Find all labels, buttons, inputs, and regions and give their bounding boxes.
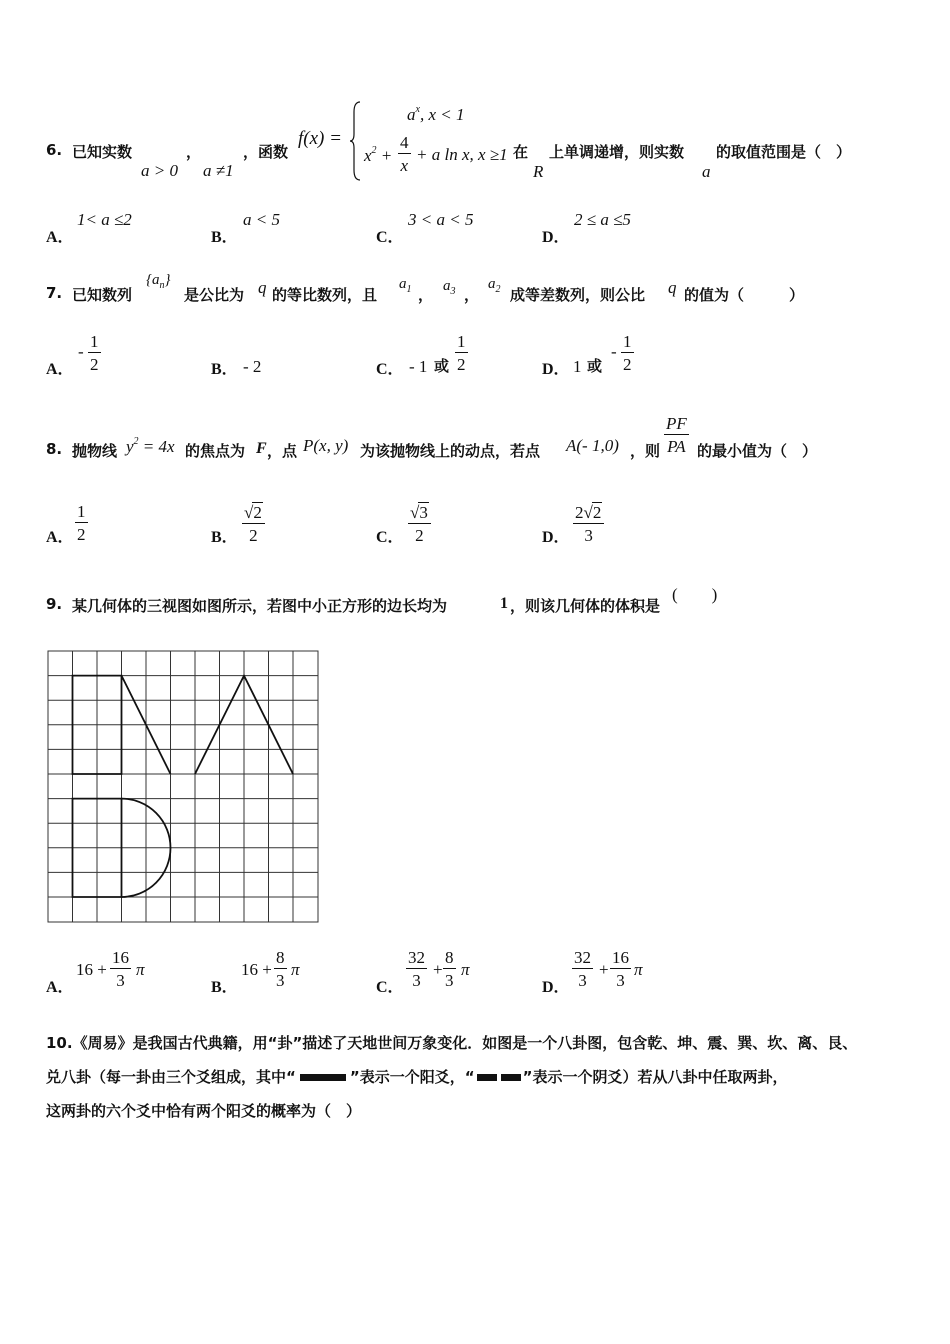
- q8-option-b-label[interactable]: B．: [211, 529, 238, 546]
- q7-text-4: 成等差数列，则公比: [510, 286, 646, 304]
- q7-option-b-label[interactable]: B．: [211, 361, 238, 378]
- q6-text-2: ，函数: [243, 143, 289, 161]
- q7-option-d-value: 1: [573, 357, 582, 376]
- q7-option-a-label[interactable]: A．: [46, 361, 74, 378]
- q8-text-1: 抛物线: [72, 442, 118, 460]
- q6-number: 6.: [46, 141, 63, 159]
- yin-yao-symbol-right: [501, 1074, 521, 1081]
- q7-ratio-q-2: q: [668, 278, 677, 297]
- q10-line-3: [46, 1094, 916, 1128]
- q9-side-length: 1: [500, 595, 508, 612]
- q8-option-a-fraction: 1 2: [77, 502, 86, 544]
- q6-piecewise-brace: [350, 100, 362, 182]
- q6-var-a: a: [702, 162, 711, 181]
- q6-case-2-fraction: 4 x: [400, 133, 409, 175]
- q9-option-a-label[interactable]: A．: [46, 979, 74, 996]
- q8-text-3: ，点: [267, 442, 298, 460]
- q7-text-3: 的等比数列，且: [272, 286, 378, 304]
- q6-set-R: R: [533, 162, 544, 181]
- q7-sequence: $\{a_n\}$: [146, 272, 171, 291]
- q7-term-a1: $a_1$: [399, 276, 412, 295]
- q6-function-name: f(x) =: [298, 128, 342, 149]
- q7-option-a-sign: -: [78, 342, 84, 361]
- q8-text-5: ，则: [630, 442, 661, 460]
- q9-option-d-fraction-1: 32 3: [574, 948, 591, 990]
- q9-option-a-prefix: 16 +: [76, 960, 107, 979]
- q9-option-b-label[interactable]: B．: [211, 979, 238, 996]
- q8-option-d-label[interactable]: D．: [542, 529, 570, 546]
- q7-ratio-q: q: [258, 278, 267, 297]
- q8-option-a-label[interactable]: A．: [46, 529, 74, 546]
- yin-yao-symbol-left: [477, 1074, 497, 1081]
- q9-option-b-pi: π: [291, 960, 300, 979]
- q7-option-c-value: - 1: [409, 357, 428, 376]
- q8-equation: $y^2 = 4x$: [126, 436, 175, 456]
- q6-option-d-label[interactable]: D．: [542, 229, 570, 246]
- q7-option-d-label[interactable]: D．: [542, 361, 570, 378]
- q6-option-a-label[interactable]: A．: [46, 229, 74, 246]
- q7-option-c-label[interactable]: C．: [376, 361, 404, 378]
- three-view-grid-figure: [47, 650, 320, 924]
- q7-option-c-or: 或: [434, 357, 450, 375]
- q6-comma: ，: [186, 143, 202, 161]
- q9-number: 9.: [46, 595, 63, 613]
- q9-option-c-label[interactable]: C．: [376, 979, 404, 996]
- q8-option-d-fraction: 2√2 3: [573, 502, 604, 545]
- q6-cond-1: a > 0: [141, 161, 178, 180]
- q10-text-2c: ”表示一个阴爻）若从八卦中任取两卦，: [522, 1068, 788, 1086]
- q8-point-A: A(- 1,0): [566, 436, 619, 455]
- q10-text-2b: ”表示一个阳爻，“: [349, 1068, 475, 1086]
- q9-option-c-pi: π: [461, 960, 470, 979]
- q10-line-2: [46, 1060, 916, 1094]
- q9-option-a-fraction: 16 3: [112, 948, 129, 990]
- q7-term-a3: $a_3$: [443, 278, 456, 297]
- q8-text-6: 的最小值为（ ）: [697, 442, 818, 460]
- q7-option-d-or: 或: [587, 357, 603, 375]
- q7-option-c-fraction: 1 2: [457, 332, 466, 374]
- q8-option-c-label[interactable]: C．: [376, 529, 404, 546]
- q7-term-a2: $a_2$: [488, 276, 501, 295]
- q9-option-c-plus: +: [433, 960, 443, 979]
- q6-option-d-value: 2 ≤ a ≤5: [574, 210, 631, 229]
- q8-option-b-fraction: √2 2: [242, 502, 265, 545]
- q6-case-1: $a^x$, x < 1: [407, 104, 465, 124]
- q10-text-3: 这两卦的六个爻中恰有两个阳爻的概率为（ ）: [46, 1102, 362, 1120]
- q10-text-1: 《周易》是我国古代典籍，用“卦”描述了天地世间万象变化．如图是一个八卦图，包含乾、坤、震、巽、坎、离、艮、: [72, 1034, 858, 1052]
- q7-text-1: 已知数列: [72, 286, 133, 304]
- q7-option-b-value: - 2: [243, 357, 262, 376]
- q7-text-5: 的值为（ ）: [684, 286, 805, 304]
- q6-case-2-part-2: + a ln x, x ≥1: [416, 145, 508, 164]
- q6-text-4: 上单调递增，则实数: [549, 143, 685, 161]
- q8-text-4: 为该抛物线上的动点，若点: [360, 442, 541, 460]
- q9-option-b-prefix: 16 +: [241, 960, 272, 979]
- q9-text-2: ，则该几何体的体积是: [510, 597, 661, 615]
- q6-option-b-label[interactable]: B．: [211, 229, 238, 246]
- q8-option-c-fraction: √3 2: [408, 502, 431, 545]
- q9-option-c-fraction-2: 8 3: [445, 948, 454, 990]
- q9-option-d-plus: +: [599, 960, 609, 979]
- q9-option-c-fraction-1: 32 3: [408, 948, 425, 990]
- q6-option-b-value: a < 5: [243, 210, 280, 229]
- q8-point-P: P(x, y): [303, 436, 349, 455]
- q6-option-a-value: 1< a ≤2: [77, 210, 132, 229]
- q6-text-1: 已知实数: [72, 143, 133, 161]
- q7-text-2: 是公比为: [184, 286, 245, 304]
- yang-yao-symbol: [300, 1074, 346, 1081]
- q9-text-1: 某几何体的三视图如图所示，若图中小正方形的边长均为: [72, 597, 448, 615]
- q6-case-2-part-1: $x^2$ +: [364, 145, 393, 165]
- q8-focus-F: F: [256, 440, 267, 457]
- q9-option-d-pi: π: [634, 960, 643, 979]
- q10-line-1: [46, 1026, 916, 1060]
- q7-sep-1: ，: [418, 286, 434, 304]
- q9-answer-paren: ( ): [672, 585, 718, 604]
- grid-lines: [48, 651, 318, 922]
- q6-text-5: 的取值范围是（ ）: [716, 143, 852, 161]
- q9-option-d-label[interactable]: D．: [542, 979, 570, 996]
- q10-text-2a: 兑八卦（每一卦由三个爻组成，其中“: [46, 1068, 296, 1086]
- q6-cond-2: a ≠1: [203, 161, 234, 180]
- q6-option-c-value: 3 < a < 5: [408, 210, 474, 229]
- q7-sep-2: ，: [464, 286, 480, 304]
- q7-option-d-sign: -: [611, 342, 617, 361]
- q9-option-b-fraction: 8 3: [276, 948, 285, 990]
- q6-option-c-label[interactable]: C．: [376, 229, 404, 246]
- q6-text-3: 在: [513, 143, 529, 161]
- q9-option-a-pi: π: [136, 960, 145, 979]
- q8-number: 8.: [46, 440, 63, 458]
- q7-option-d-fraction: 1 2: [623, 332, 632, 374]
- q8-text-2: 的焦点为: [185, 442, 246, 460]
- q7-number: 7.: [46, 284, 63, 302]
- q10-number: 10.: [46, 1034, 73, 1052]
- q7-option-a-fraction: 1 2: [90, 332, 99, 374]
- q8-ratio-fraction: PF PA: [666, 414, 687, 456]
- q9-option-d-fraction-2: 16 3: [612, 948, 629, 990]
